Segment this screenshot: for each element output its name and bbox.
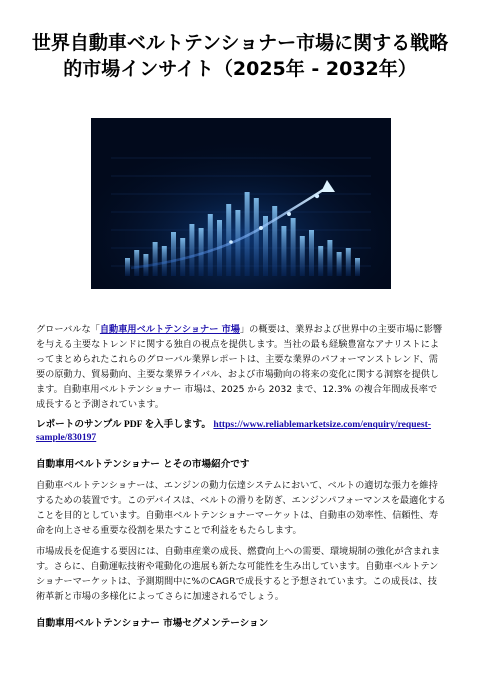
illustration-bar (318, 246, 323, 276)
illustration-bar (189, 224, 194, 276)
document-title: 世界自動車ベルトテンショナー市場に関する戦略的市場インサイト（2025年 - 2032年） (31, 32, 449, 80)
section-heading-introduction: 自動車用ベルトテンショナー とその市場紹介です (36, 459, 250, 470)
illustration-bar (281, 226, 286, 276)
illustration-bar (134, 250, 139, 276)
sample-request-paragraph (36, 418, 446, 444)
illustration-bar (291, 218, 296, 276)
illustration-bar (162, 246, 167, 276)
intro-text-before: グローバルな「 (36, 324, 100, 335)
illustration-bar (153, 242, 158, 276)
sample-label: レポートのサンプル PDF を入手します。 (36, 419, 211, 430)
illustration-bar (208, 214, 213, 276)
illustration-bar (272, 206, 277, 276)
illustration-bar (309, 230, 314, 276)
illustration-bar (300, 236, 305, 276)
illustration-bar (171, 232, 176, 276)
intro-text-after: 」の概要は、業界および世界中の主要市場に影響を与える主要なトレンドに関する独自の視点を提供します。当社の最も経験豊富なアナリストによってまとめられたこれらのグローバル業界レポートは、主要な業界のパフォーマンストレンド、需要の原動力、貿易動向、主要な業界ライバル、および市場動向の将来の変化に関する洞察を提供します。自動車用ベルトテンショナー 市場は、2025 から 2032 まで、12.3% の複合年間成長率で成長すると予測されています。 (36, 324, 443, 410)
section-heading-segmentation: 自動車用ベルトテンショナー 市場セグメンテーション (36, 618, 269, 629)
sample-request-link[interactable]: https://www.reliablemarketsize.com/enquiry/request-sample/830197 (36, 419, 431, 443)
illustration-bar (337, 252, 342, 276)
introduction-paragraph-2: 市場成長を促進する要因には、自動車産業の成長、燃費向上への需要、環境規制の強化が含まれます。さらに、自動運転技術や電動化の進展も新たな可能性を生み出しています。自動車ベルトテンショナーマーケットは、予測期間中に%のCAGRで成長すると予想されています。この成長は、技術革新と市場の多様化によってさらに加速されるでしょう。 (36, 546, 441, 602)
illustration-bar (125, 258, 130, 276)
illustration-bar (327, 240, 332, 276)
illustration-bar (226, 204, 231, 276)
illustration-bar (235, 210, 240, 276)
introduction-paragraph-1: 自動車ベルトテンショナーは、エンジンの動力伝達システムにおいて、ベルトの適切な張力を維持するための装置です。このデバイスは、ベルトの滑りを防ぎ、エンジンパフォーマンスを最適化することを目的としています。自動車ベルトテンショナーマーケットは、自動車の効率性、信頼性、寿命を向上させる重要な役割を果たすことで利益をもたらします。 (36, 480, 446, 536)
growth-chart-illustration (91, 118, 391, 289)
illustration-bar (254, 198, 259, 276)
hero-growth-chart-image (91, 118, 391, 289)
market-link[interactable]: 自動車用ベルトテンショナー 市場 (99, 324, 240, 335)
illustration-bar (355, 258, 360, 276)
intro-paragraph (36, 322, 446, 412)
illustration-bar (346, 248, 351, 276)
